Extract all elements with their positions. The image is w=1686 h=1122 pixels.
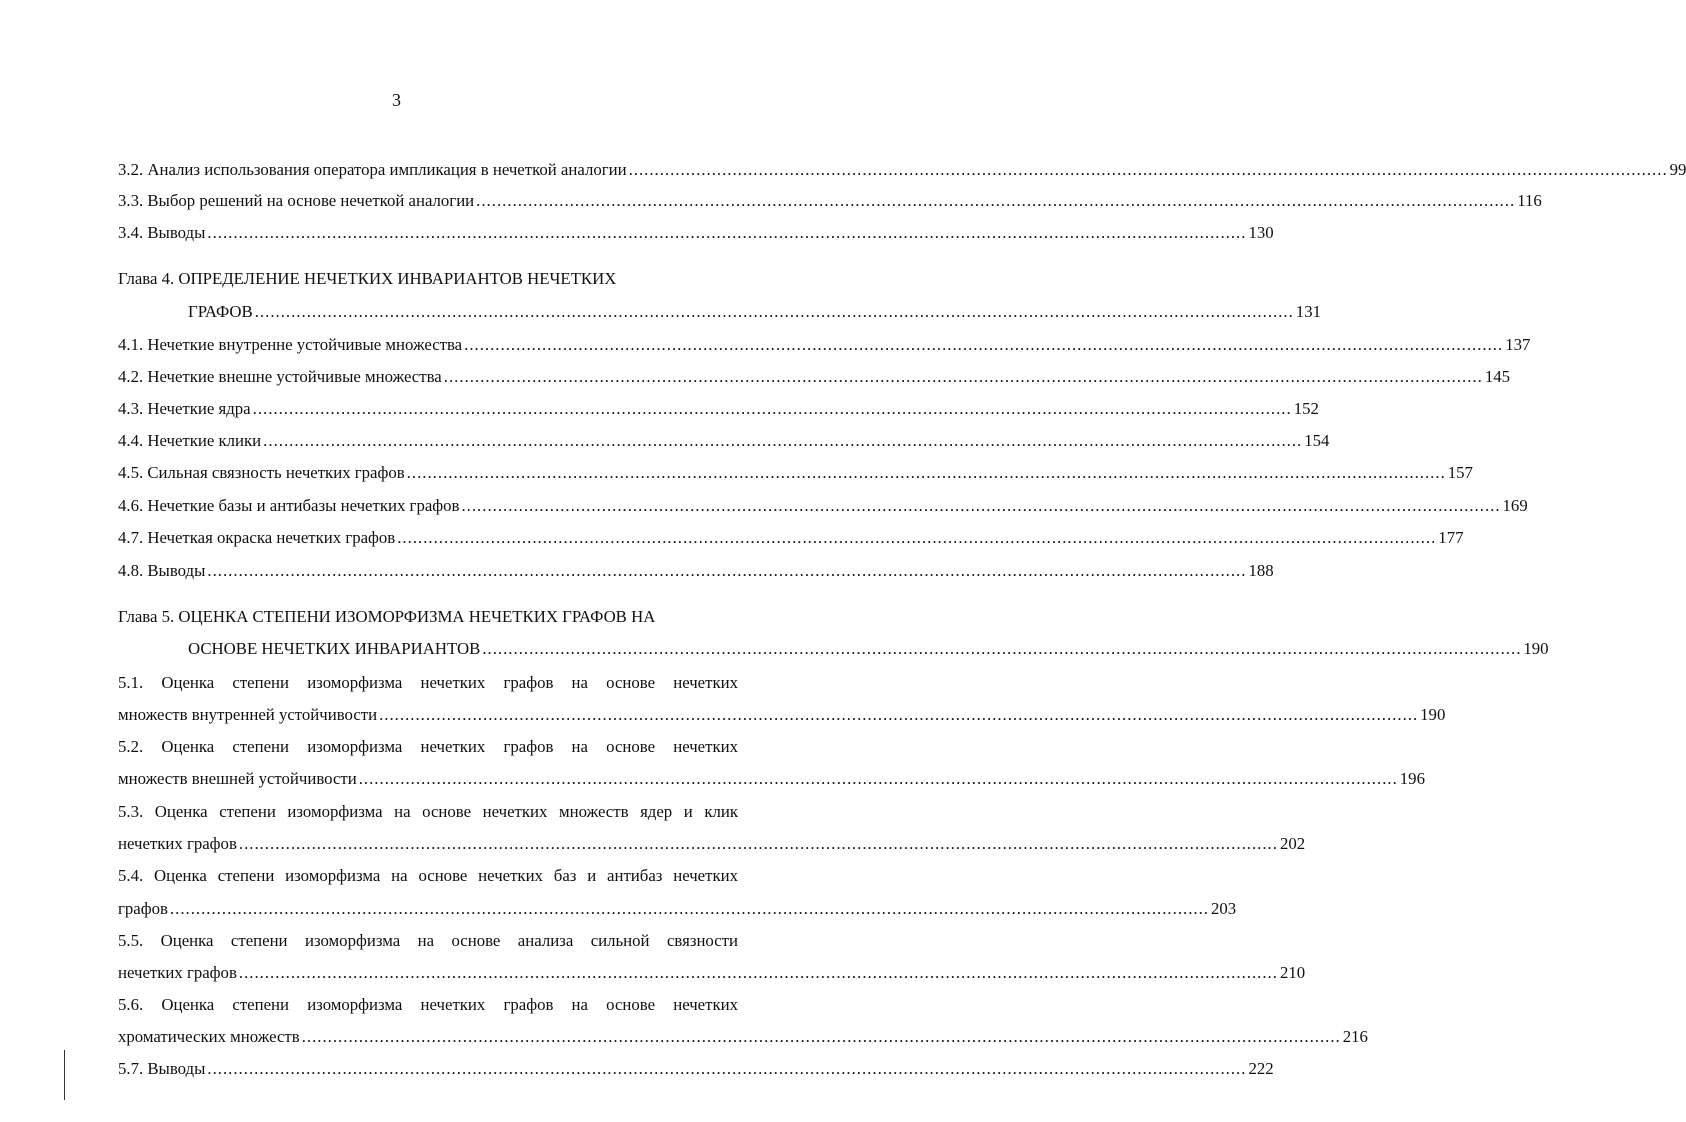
toc-entry-page: 157 xyxy=(1447,463,1473,482)
dot-leader: ........................................................................................................................................................................................................ xyxy=(207,223,1247,242)
toc-entry-title: 5.2. Оценка степени изоморфизма нечетких графов на основе нечетких xyxy=(118,737,738,756)
toc-entry-first-line[interactable] xyxy=(118,994,738,1016)
toc-entry-page: 210 xyxy=(1279,963,1306,982)
toc-entry-title: нечетких графов xyxy=(118,963,237,982)
toc-entry-title: множеств внутренней устойчивости xyxy=(118,705,378,724)
toc-entry[interactable] xyxy=(118,366,1510,388)
toc-entry-page: 169 xyxy=(1502,496,1528,515)
dot-leader: ........................................................................................................................................................................................................ xyxy=(464,335,1504,354)
dot-leader: ........................................................................................................................................................................................................ xyxy=(238,834,1278,853)
toc-entry-title: 4.2. Нечеткие внешне устойчивые множества xyxy=(118,367,442,386)
toc-entry-page: 190 xyxy=(1523,639,1549,658)
toc-entry-title: Глава 4. ОПРЕДЕЛЕНИЕ НЕЧЕТКИХ ИНВАРИАНТОВ НЕЧЕТКИХ xyxy=(118,269,617,288)
page-number: 3 xyxy=(392,90,401,110)
toc-entry-title: Глава 5. ОЦЕНКА СТЕПЕНИ ИЗОМОРФИЗМА НЕЧЕТКИХ ГРАФОВ НА xyxy=(118,607,656,626)
dot-leader: ........................................................................................................................................................................................................ xyxy=(379,705,1419,724)
toc-entry[interactable] xyxy=(118,430,1330,452)
toc-entry-title: 5.3. Оценка степени изоморфизма на основе нечетких множеств ядер и клик xyxy=(118,802,738,821)
toc-entry-title: ГРАФОВ xyxy=(188,302,253,321)
toc-entry-title: 4.4. Нечеткие клики xyxy=(118,431,262,450)
toc-entry[interactable] xyxy=(188,301,1321,323)
toc-entry[interactable] xyxy=(118,334,1531,356)
dot-leader: ........................................................................................................................................................................................................ xyxy=(397,528,1437,547)
dot-leader: ........................................................................................................................................................................................................ xyxy=(443,367,1483,386)
toc-entry-title: 4.6. Нечеткие базы и антибазы нечетких графов xyxy=(118,496,460,515)
toc-entry-title: 3.2. Анализ использования оператора импликация в нечеткой аналогии xyxy=(118,160,627,179)
toc-entry-first-line[interactable] xyxy=(118,801,738,823)
toc-entry-page: 188 xyxy=(1248,561,1274,580)
toc-entry-page: 99 xyxy=(1669,160,1686,179)
dot-leader: ........................................................................................................................................................................................................ xyxy=(263,431,1303,450)
toc-entry-first-line[interactable] xyxy=(118,736,738,758)
toc-entry-title: 3.3. Выбор решений на основе нечеткой аналогии xyxy=(118,191,475,210)
dot-leader: ........................................................................................................................................................................................................ xyxy=(482,639,1522,658)
dot-leader: ........................................................................................................................................................................................................ xyxy=(207,561,1247,580)
toc-entry-title: 5.1. Оценка степени изоморфизма нечетких графов на основе нечетких xyxy=(118,673,738,692)
dot-leader: ........................................................................................................................................................................................................ xyxy=(301,1027,1341,1046)
toc-entry-title: графов xyxy=(118,899,168,918)
toc-entry[interactable] xyxy=(118,898,1237,920)
toc-entry-page: 145 xyxy=(1484,367,1510,386)
toc-entry[interactable] xyxy=(118,527,1464,549)
toc-entry[interactable] xyxy=(118,704,1446,726)
toc-entry[interactable] xyxy=(118,768,1425,790)
dot-leader: ........................................................................................................................................................................................................ xyxy=(207,1059,1247,1078)
toc-entry-page: 216 xyxy=(1342,1027,1368,1046)
toc-entry-page: 203 xyxy=(1210,899,1237,918)
toc-entry-first-line[interactable] xyxy=(118,672,738,694)
toc-entry-title: 4.3. Нечеткие ядра xyxy=(118,399,251,418)
toc-entry-title: множеств внешней устойчивости xyxy=(118,769,357,788)
dot-leader: ........................................................................................................................................................................................................ xyxy=(358,769,1398,788)
dot-leader: ........................................................................................................................................................................................................ xyxy=(406,463,1446,482)
toc-entry-page: 154 xyxy=(1304,431,1330,450)
toc-chapter-heading[interactable] xyxy=(118,268,738,290)
toc-entry[interactable] xyxy=(118,190,1542,212)
toc-entry-first-line[interactable] xyxy=(118,865,738,887)
dot-leader: ........................................................................................................................................................................................................ xyxy=(238,963,1278,982)
toc-chapter-heading[interactable] xyxy=(118,606,738,628)
toc-entry-title: 4.1. Нечеткие внутренне устойчивые множества xyxy=(118,335,463,354)
toc-entry-first-line[interactable] xyxy=(118,930,738,952)
toc-entry-title: 4.5. Сильная связность нечетких графов xyxy=(118,463,405,482)
toc-entry[interactable] xyxy=(188,638,1549,660)
toc-entry-title: ОСНОВЕ НЕЧЕТКИХ ИНВАРИАНТОВ xyxy=(188,639,481,658)
dot-leader: ........................................................................................................................................................................................................ xyxy=(461,496,1501,515)
toc-entry[interactable] xyxy=(118,398,1319,420)
toc-entry-page: 177 xyxy=(1438,528,1464,547)
dot-leader: ........................................................................................................................................................................................................ xyxy=(169,899,1209,918)
dot-leader: ........................................................................................................................................................................................................ xyxy=(254,302,1294,321)
dot-leader: ........................................................................................................................................................................................................ xyxy=(628,160,1668,179)
toc-entry-title: 4.8. Выводы xyxy=(118,561,206,580)
toc-entry-page: 116 xyxy=(1517,191,1542,210)
toc-entry-page: 137 xyxy=(1505,335,1531,354)
toc-entry-page: 196 xyxy=(1399,769,1425,788)
toc-entry[interactable] xyxy=(118,1026,1368,1048)
toc-entry-page: 190 xyxy=(1420,705,1446,724)
toc-entry[interactable] xyxy=(118,222,1274,244)
toc-entry-title: 5.6. Оценка степени изоморфизма нечетких графов на основе нечетких xyxy=(118,995,738,1014)
dot-leader: ........................................................................................................................................................................................................ xyxy=(476,191,1516,210)
toc-entry-title: 5.4. Оценка степени изоморфизма на основе нечетких баз и антибаз нечетких xyxy=(118,866,738,885)
dot-leader: ........................................................................................................................................................................................................ xyxy=(252,399,1292,418)
toc-entry-page: 222 xyxy=(1248,1059,1274,1078)
toc-entry-page: 130 xyxy=(1248,223,1274,242)
toc-entry[interactable] xyxy=(118,159,1686,181)
toc-entry-title: 5.5. Оценка степени изоморфизма на основе анализа сильной связности xyxy=(118,931,738,950)
toc-entry-page: 131 xyxy=(1295,302,1321,321)
toc-entry[interactable] xyxy=(118,462,1473,484)
scan-margin-mark xyxy=(64,1050,65,1100)
toc-entry-title: нечетких графов xyxy=(118,834,237,853)
toc-entry-title: хроматических множеств xyxy=(118,1027,300,1046)
toc-entry-title: 3.4. Выводы xyxy=(118,223,206,242)
toc-entry-page: 202 xyxy=(1279,834,1306,853)
toc-entry[interactable] xyxy=(118,1058,1274,1080)
toc-entry[interactable] xyxy=(118,962,1306,984)
toc-entry-page: 152 xyxy=(1293,399,1319,418)
toc-entry[interactable] xyxy=(118,833,1306,855)
toc-entry[interactable] xyxy=(118,495,1528,517)
toc-entry-title: 5.7. Выводы xyxy=(118,1059,206,1078)
toc-entry[interactable] xyxy=(118,560,1274,582)
toc-entry-title: 4.7. Нечеткая окраска нечетких графов xyxy=(118,528,396,547)
